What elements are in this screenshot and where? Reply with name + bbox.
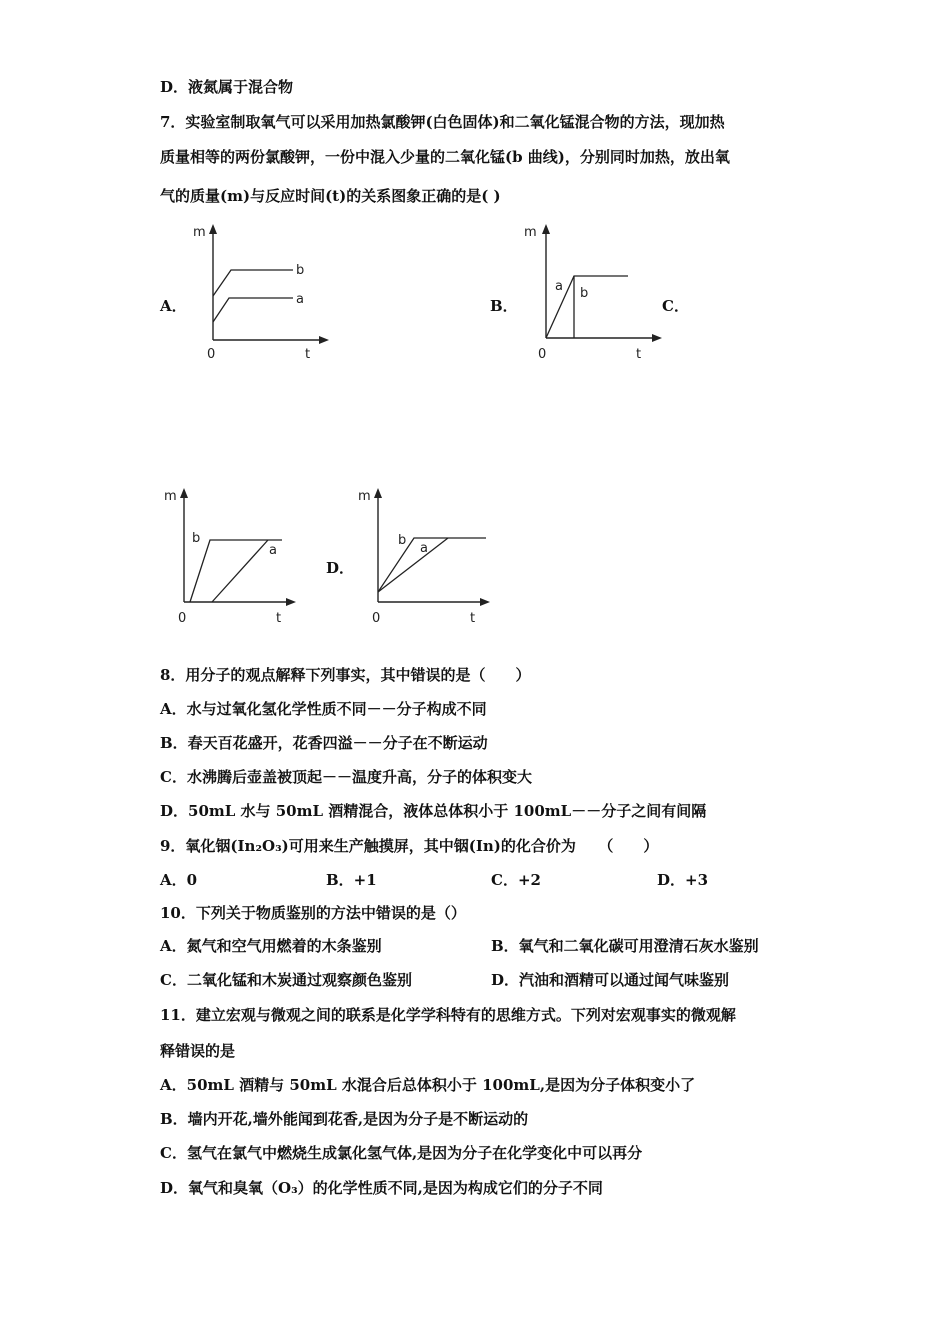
curve-b bbox=[213, 270, 293, 296]
y-axis-arrow-icon bbox=[374, 488, 382, 498]
q11-stem-line-2: 释错误的是 bbox=[160, 1042, 236, 1060]
q7-option-c-label: C． bbox=[662, 297, 689, 315]
q7-option-b-label: B． bbox=[490, 297, 518, 315]
curve-b bbox=[378, 538, 486, 592]
q10-option-b: B．氧气和二氧化碳可用澄清石灰水鉴别 bbox=[491, 937, 759, 955]
q10-stem: 10．下列关于物质鉴别的方法中错误的是（） bbox=[160, 904, 466, 922]
curve-b-label: b bbox=[580, 286, 589, 301]
x-axis-arrow-icon bbox=[652, 334, 662, 342]
y-axis-label: m bbox=[193, 225, 206, 240]
q6-option-d: D．液氮属于混合物 bbox=[160, 78, 294, 96]
q7-stem-line-2: 质量相等的两份氯酸钾，一份中混入少量的二氧化锰(b 曲线)，分别同时加热，放出氧 bbox=[160, 148, 730, 166]
curve-a bbox=[212, 540, 268, 602]
q7-graph-d bbox=[352, 484, 502, 633]
q8-stem: 8．用分子的观点解释下列事实，其中错误的是（ ） bbox=[160, 666, 531, 684]
q9-option-c: C．+2 bbox=[491, 871, 541, 889]
x-axis-arrow-icon bbox=[319, 336, 329, 344]
q7-graph-c bbox=[158, 484, 308, 633]
q8-option-a: A．水与过氧化氢化学性质不同－－分子构成不同 bbox=[160, 700, 487, 718]
origin-label: 0 bbox=[538, 347, 547, 362]
q7-graph-a bbox=[185, 222, 335, 371]
curve-b-label: b bbox=[296, 263, 305, 278]
x-axis-arrow-icon bbox=[286, 598, 296, 606]
curve-a bbox=[213, 298, 293, 322]
q10-option-a: A．氮气和空气用燃着的木条鉴别 bbox=[160, 937, 382, 955]
q9-stem: 9．氧化铟(In₂O₃)可用来生产触摸屏，其中铟(In)的化合价为 （ ） bbox=[160, 837, 659, 855]
q7-option-d-label: D． bbox=[326, 559, 355, 577]
q9-option-d: D．+3 bbox=[657, 871, 709, 889]
x-axis-label: t bbox=[276, 611, 282, 626]
curve-a-label: a bbox=[555, 279, 563, 294]
q7-stem-line-3: 气的质量(m)与反应时间(t)的关系图象正确的是( ) bbox=[160, 187, 501, 205]
q11-option-b: B．墙内开花,墙外能闻到花香,是因为分子是不断运动的 bbox=[160, 1110, 529, 1128]
origin-label: 0 bbox=[207, 347, 216, 362]
q10-option-c: C．二氧化锰和木炭通过观察颜色鉴别 bbox=[160, 971, 412, 989]
x-axis-label: t bbox=[305, 347, 311, 362]
q9-option-b: B．+1 bbox=[326, 871, 377, 889]
q8-option-c: C．水沸腾后壶盖被顶起－－温度升高，分子的体积变大 bbox=[160, 768, 532, 786]
y-axis-label: m bbox=[358, 489, 371, 504]
q8-option-d: D．50mL 水与 50mL 酒精混合，液体总体积小于 100mL－－分子之间有间隔 bbox=[160, 802, 707, 820]
y-axis-arrow-icon bbox=[180, 488, 188, 498]
origin-label: 0 bbox=[372, 611, 381, 626]
q11-option-d: D．氧气和臭氧（O₃）的化学性质不同,是因为构成它们的分子不同 bbox=[160, 1179, 603, 1197]
x-axis-arrow-icon bbox=[480, 598, 490, 606]
y-axis-arrow-icon bbox=[209, 224, 217, 234]
x-axis-label: t bbox=[636, 347, 642, 362]
q11-option-c: C．氢气在氯气中燃烧生成氯化氢气体,是因为分子在化学变化中可以再分 bbox=[160, 1144, 643, 1162]
y-axis-arrow-icon bbox=[542, 224, 550, 234]
q11-option-a: A．50mL 酒精与 50mL 水混合后总体积小于 100mL,是因为分子体积变小了 bbox=[160, 1076, 696, 1094]
q7-graph-b bbox=[518, 222, 668, 371]
curve-a-label: a bbox=[269, 543, 277, 558]
origin-label: 0 bbox=[178, 611, 187, 626]
curve-a bbox=[378, 538, 448, 592]
q7-stem-line-1: 7．实验室制取氧气可以采用加热氯酸钾(白色固体)和二氧化锰混合物的方法，现加热 bbox=[160, 113, 725, 131]
curve-a-label: a bbox=[296, 292, 304, 307]
curve-b-label: b bbox=[398, 533, 407, 548]
q10-option-d: D．汽油和酒精可以通过闻气味鉴别 bbox=[491, 971, 730, 989]
y-axis-label: m bbox=[164, 489, 177, 504]
q7-option-a-label: A． bbox=[160, 297, 187, 315]
curve-b-label: b bbox=[192, 531, 201, 546]
curve-a-label: a bbox=[420, 541, 428, 556]
x-axis-label: t bbox=[470, 611, 476, 626]
y-axis-label: m bbox=[524, 225, 537, 240]
q8-option-b: B．春天百花盛开，花香四溢－－分子在不断运动 bbox=[160, 734, 488, 752]
q9-option-a: A．0 bbox=[160, 871, 198, 889]
q11-stem-line-1: 11．建立宏观与微观之间的联系是化学学科特有的思维方式。下列对宏观事实的微观解 bbox=[160, 1006, 736, 1024]
